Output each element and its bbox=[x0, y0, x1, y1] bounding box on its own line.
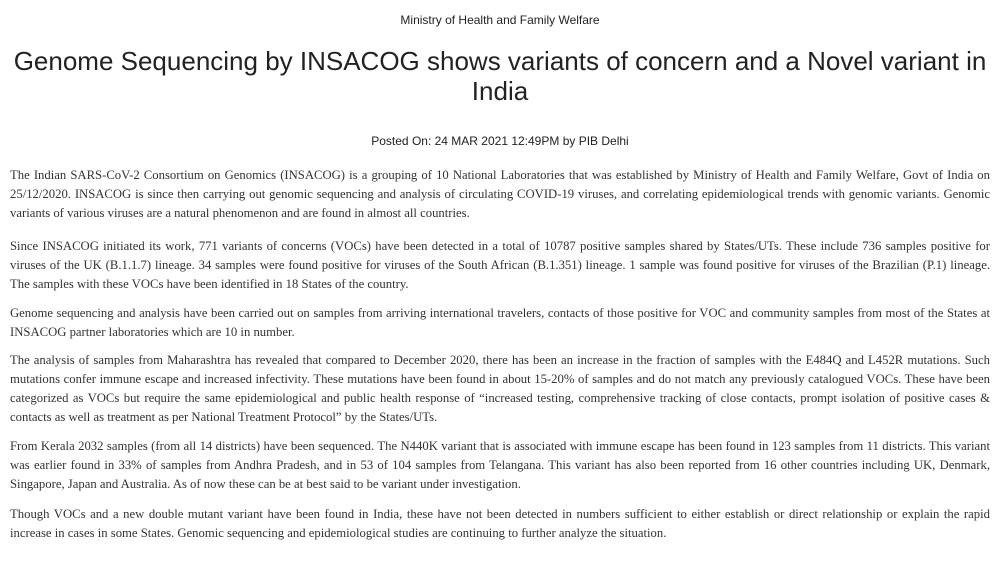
paragraph-vocs-detected: Since INSACOG initiated its work, 771 variants of concerns (VOCs) have been detected in a total of 10787 positive samples shared by States/UTs. These include 736 samples positive for viruses of the UK (B.1.1.7) lineage. 34 samples were found positive for viruses of the South African (B.1.351) lineage. 1 sample was found positive for viruses of the Brazilian (P.1) lineage. The samples with these VOCs have been identified in 18 States of the country. bbox=[10, 239, 990, 291]
paragraph-sequencing-sources: Genome sequencing and analysis have been carried out on samples from arriving international travelers, contacts of those positive for VOC and community samples from most of the States at INSACOG partner laboratories which are 10 in number. bbox=[10, 306, 990, 339]
paragraph-kerala-analysis: From Kerala 2032 samples (from all 14 districts) have been sequenced. The N440K variant that is associated with immune escape has been found in 123 samples from 11 districts. This variant was earlier found in 33% of samples from Andhra Pradesh, and in 53 of 104 samples from Telangana. This variant has also been reported from 16 other countries including UK, Denmark, Singapore, Japan and Australia. As of now these can be at best said to be variant under investigation. bbox=[10, 439, 990, 491]
paragraph-conclusion: Though VOCs and a new double mutant variant have been found in India, these have not been detected in numbers sufficient to either establish or direct relationship or explain the rapid increase in cases in some States. Genomic sequencing and epidemiological studies are continuing to further analyze the situation. bbox=[10, 507, 990, 540]
page-title: Genome Sequencing by INSACOG shows variants of concern and a Novel variant in India bbox=[13, 46, 987, 106]
posted-on-line: Posted On: 24 MAR 2021 12:49PM by PIB Delhi bbox=[371, 134, 629, 148]
ministry-name: Ministry of Health and Family Welfare bbox=[400, 13, 600, 27]
paragraph-insacog-intro: The Indian SARS-CoV-2 Consortium on Genomics (INSACOG) is a grouping of 10 National Laboratories that was established by Ministry of Health and Family Welfare, Govt of India on 25/12/2020. INSACOG is since then carrying out genomic sequencing and analysis of circulating COVID-19 viruses, and correlating epidemiological trends with genomic variants. Genomic variants of various viruses are a natural phenomenon and are found in almost all countries. bbox=[10, 168, 990, 220]
paragraph-maharashtra-analysis: The analysis of samples from Maharashtra has revealed that compared to December 2020, there has been an increase in the fraction of samples with the E484Q and L452R mutations. Such mutations confer immune escape and increased infectivity. These mutations have been found in about 15-20% of samples and do not match any previously catalogued VOCs. These have been categorized as VOCs but require the same epidemiological and public health response of “increased testing, comprehensive tracking of close contacts, prompt isolation of positive cases & contacts as well as treatment as per National Treatment Protocol” by the States/UTs. bbox=[10, 353, 990, 424]
